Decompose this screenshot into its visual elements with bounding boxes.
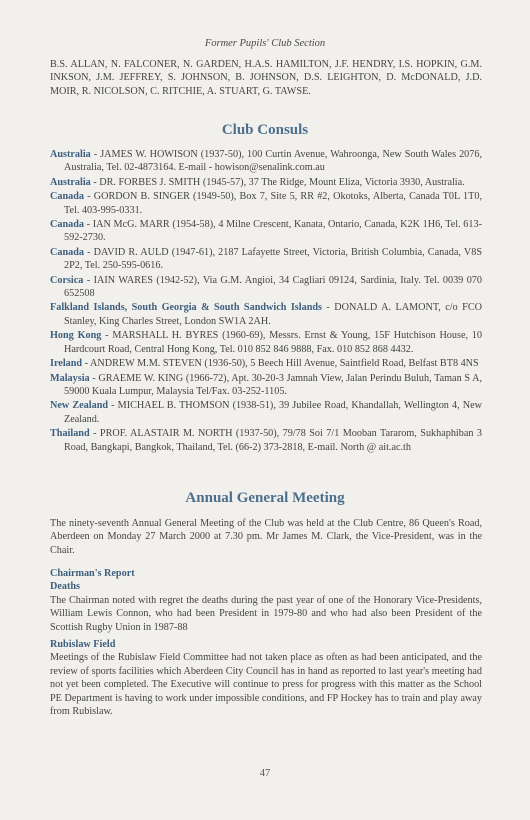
consul-details: - MARSHALL H. BYRES (1960-69), Messrs. Ernst & Young, 15F Hutchison House, 10 Hardcourt Road, Central Hong Kong, Tel. 010 852 846 9888, Fax. 010 852 868 4432. [64,330,482,355]
page-number: 47 [259,768,271,779]
consul-country: Canada [50,246,84,258]
consul-entry [50,399,482,426]
consul-country: Australia [50,176,91,188]
consul-country: Canada [50,219,84,231]
consul-country: Australia [50,149,91,160]
consul-details: - DR. FORBES J. SMITH (1945-57), 37 The Ridge, Mount Eliza, Victoria 3930, Australia. [90,176,465,188]
former-pupils-names: B.S. ALLAN, N. FALCONER, N. GARDEN, H.A.S. HAMILTON, J.F. HENDRY, I.S. HOPKIN, G.M. INKSON, J.M. JEFFREY, S. JOHNSON, B. JOHNSON, D.S. LEIGHTON, D. McDONALD, J.D. MOIR, R. NICOLSON, C. RITCHIE, A. STUART, G. TAWSE. [50,59,482,97]
consul-country: Corsica [50,274,84,286]
consul-details: - ANDREW M.M. STEVEN (1936-50), 5 Beech Hill Avenue, Saintfield Road, Belfast BT8 4NS [82,358,479,370]
consul-country: Canada [50,191,84,203]
consul-entry [50,246,482,273]
consul-entry [50,301,482,328]
consul-details: - DONALD A. LAMONT, c/o FCO Stanley, King Charles Street, London SW1A 2AH. [64,302,482,327]
consul-details: - PROF. ALASTAIR M. NORTH (1937-50), 79/78 Soi 7/1 Mooban Tararom, Sukhaphiban 3 Road, Bangkapi, Bangkok, Thailand, Tel. (66-2) 373-2818, E-mail. North @ ait.ac.th [64,428,482,453]
consul-details: - IAN McG. MARR (1954-58), 4 Milne Crescent, Kanata, Ontario, Canada, K2K 1H6, Tel. 613-592-2730. [64,219,482,244]
consul-country: New Zealand [50,400,109,412]
consul-details: - DAVID R. AULD (1947-61), 2187 Lafayette Street, Victoria, British Columbia, Canada, V8S 2P2, Tel. 250-595-0616. [64,246,482,272]
consul-details: - GORDON B. SINGER (1949-50), Box 7, Site 5, RR #2, Okotoks, Alberta, Canada T0L 1T0, Tel. 403-995-0331. [64,191,482,216]
consul-entry [50,190,482,217]
rubislaw-field-section [50,638,482,718]
consul-entry [50,427,482,454]
consul-country: Malaysia [50,372,90,384]
deaths-heading: Deaths [50,581,80,593]
consul-country: Hong Kong [50,330,102,342]
consul-details: - IAIN WARES (1942-52), Via G.M. Angioi, 34 Cagliari 09124, Sardinia, Italy. Tel. 0039 070 652508 [64,274,482,300]
club-consuls-list [50,148,482,455]
consul-details: - GRAEME W. KING (1966-72), Apt. 30-20-3 Jamnah View, Jalan Perindu Buluh, Taman S A, 59000 Kuala Lumpur, Malaysia Tel/Fax. 03-252-1105. [64,372,482,397]
rubislaw-heading: Rubislaw Field [50,639,116,650]
agm-title: Annual General Meeting [185,490,345,506]
chairmans-report-section [50,567,482,634]
club-consuls-title: Club Consuls [221,122,309,138]
consul-details: - MICHAEL B. THOMSON (1938-51), 39 Jubilee Road, Khandallah, Wellington 4, New Zealand. [64,400,482,425]
running-head: Former Pupils' Club Section [204,38,326,49]
consul-country: Falkland Islands, South Georgia & South Sandwich Islands [50,302,322,314]
consul-entry [50,357,482,370]
rubislaw-paragraph: Meetings of the Rubislaw Field Committee had not taken place as often as had been anticipated, and the review of sports facilities which Aberdeen City Council has in hand as reported to last year's meeting had not yet been completed. The Executive will continue to press for progress with this matter as the School PE Department is having to work under impossible conditions, and FP Hockey has to train and play away from Rubislaw. [50,652,482,718]
consul-entry [50,148,482,175]
consul-entry [50,329,482,356]
consul-entry [50,176,482,189]
deaths-paragraph: The Chairman noted with regret the deaths during the past year of one of the Honorary Vice-Presidents, William Lewis Connon, who had been President in 1979-80 and who had also been President of the Scottish Rugby Union in 1987-88 [50,594,482,633]
consul-entry [50,274,482,301]
consul-country: Thailand [50,428,90,440]
consul-country: Ireland [50,358,83,370]
agm-intro-paragraph: The ninety-seventh Annual General Meeting of the Club was held at the Club Centre, 86 Queen's Road, Aberdeen on Monday 27 March 2000 at 7.30 pm. Mr James M. Clark, the Vice-President, was in the Chair. [50,518,482,556]
chairmans-report-heading: Chairman's Report [50,568,135,579]
consul-entry [50,218,482,245]
consul-entry [50,372,482,399]
consul-details: - JAMES W. HOWISON (1937-50), 100 Curtin Avenue, Wahroonga, New South Wales 2076, Australia, Tel. 02-4873164. E-mail - howison@senalink.com.au [64,149,482,174]
